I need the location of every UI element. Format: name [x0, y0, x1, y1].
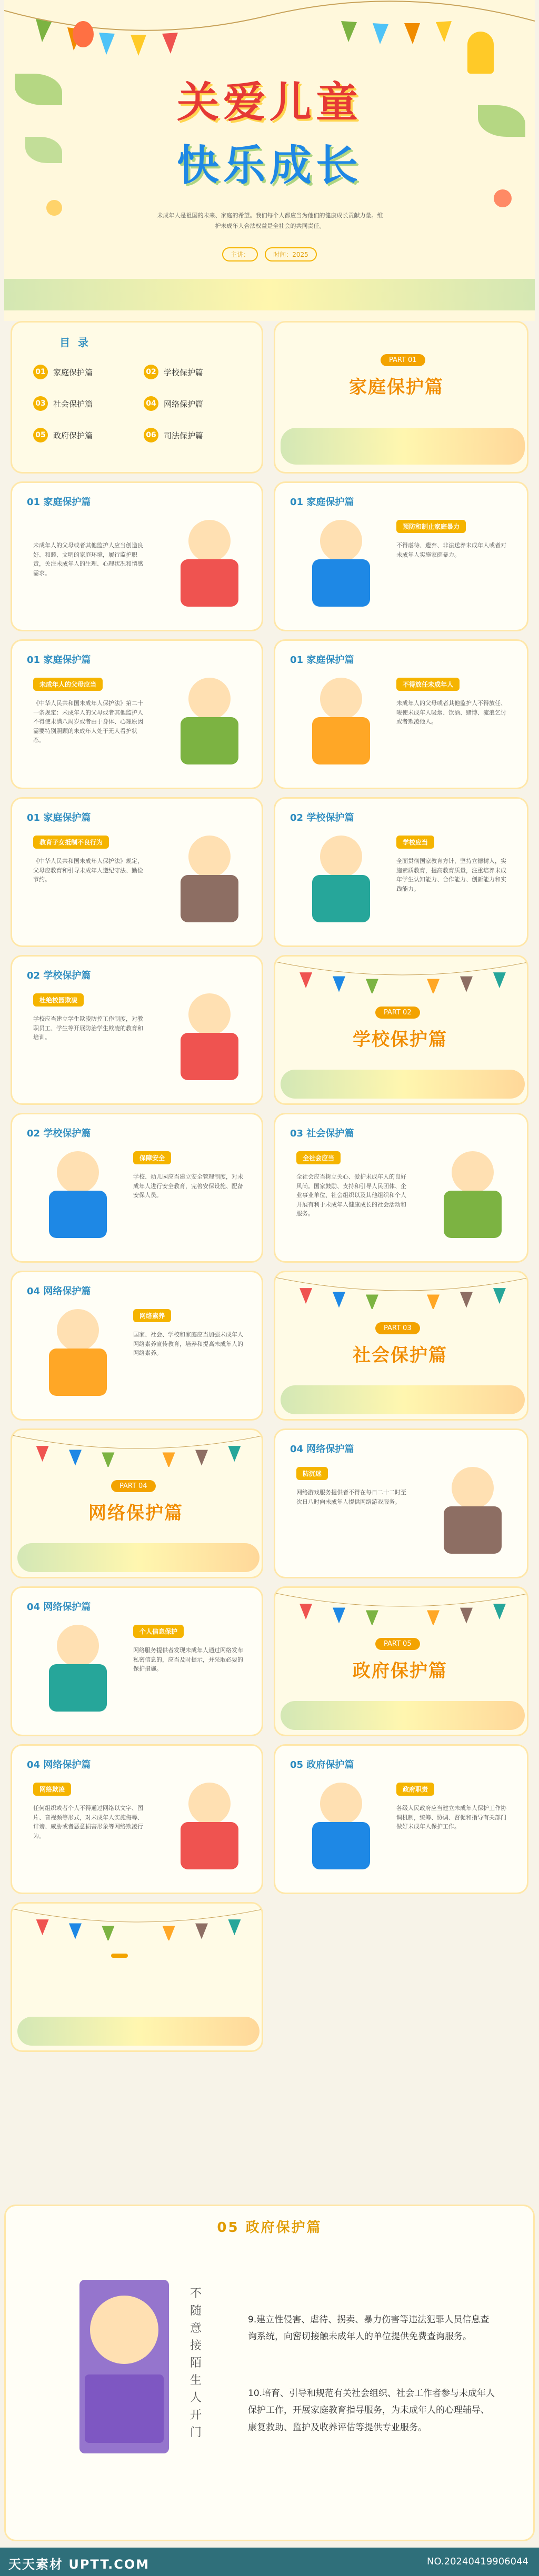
slide-header-text: 02 学校保护篇 — [27, 970, 91, 981]
slide-body: 《中华人民共和国未成年人保护法》第二十一条规定：未成年人的父母或者其他监护人不得使未满八周岁或者由于身体、心理原因需要特别照顾的未成年人处于无人看护状态。 — [33, 700, 143, 744]
toc-item-label: 政府保护篇 — [53, 430, 93, 440]
slide-body: 网络服务提供者发现未成年人通过网络发布私密信息的，应当及时提示，并采取必要的保护措施。 — [133, 1647, 243, 1673]
content-slide — [274, 1744, 528, 1894]
slide-header — [27, 1284, 91, 1297]
slide-body: 不得虐待、遗弃、非法送养未成年人或者对未成年人实施家庭暴力。 — [396, 542, 506, 558]
toc-item-number: 01 — [33, 365, 48, 379]
slide-header — [290, 1757, 354, 1771]
final-illustration — [79, 2280, 169, 2453]
final-para-2: 10.培育、引导和规范有关社会组织、社会工作者参与未成年人保护工作，开展家庭教育指导服务，为未成年人的心理辅导、康复救助、监护及收养评估等提供专业服务。 — [248, 2388, 495, 2433]
slide-header — [290, 810, 354, 824]
content-slide — [274, 639, 528, 789]
part-title: 社会保护篇 — [353, 1345, 447, 1366]
slide-pill: 网络欺凌 — [33, 1783, 71, 1796]
content-slide — [11, 639, 263, 789]
part-title: 家庭保护篇 — [349, 377, 444, 398]
final-vertical-text: 不随意接陌生人开门 — [190, 2287, 202, 2439]
slide-header — [27, 1757, 91, 1771]
final-header: 05 政府保护篇 — [217, 2220, 322, 2236]
slide-body: 各级人民政府应当建立未成年人保护工作协调机制，统筹、协调、督促和指导有关部门做好未成年人保护工作。 — [396, 1805, 506, 1830]
toc-item[interactable] — [144, 396, 203, 411]
cover-meta — [4, 247, 535, 261]
slide-illustration — [170, 836, 249, 925]
watermark-footer — [0, 2548, 539, 2576]
content-slide — [11, 1113, 263, 1263]
slide-header-text: 01 家庭保护篇 — [27, 655, 91, 666]
part-tag: PART 05 — [375, 1638, 420, 1650]
slide-illustration — [170, 993, 249, 1083]
toc-item-number: 06 — [144, 428, 158, 442]
slide-body: 未成年人的父母或者其他监护人应当创造良好、和睦、文明的家庭环境，履行监护职责，关注未成年人的生理、心理状况和情感需求。 — [33, 542, 143, 577]
content-slide — [274, 1428, 528, 1578]
slide-illustration — [433, 1151, 512, 1241]
content-slide — [11, 1271, 263, 1421]
slide-header — [27, 968, 91, 982]
final-slide — [4, 2205, 535, 2541]
slide-illustration — [170, 520, 249, 609]
content-slide — [11, 1586, 263, 1736]
part-title: 政府保护篇 — [353, 1661, 447, 1682]
slide-header-text: 05 政府保护篇 — [290, 1759, 354, 1770]
slide-header-text: 03 社会保护篇 — [290, 1128, 354, 1139]
part-cover-slide — [11, 1902, 263, 2052]
content-slide — [274, 481, 528, 631]
slide-body: 网络游戏服务提供者不得在每日二十二时至次日八时向未成年人提供网络游戏服务。 — [296, 1489, 406, 1505]
part-tag: PART 01 — [381, 354, 425, 366]
slide-header-text: 04 网络保护篇 — [27, 1286, 91, 1297]
cover-slide — [4, 0, 535, 321]
slide-body: 未成年人的父母或者其他监护人不得放任、唆使未成年人吸烟、饮酒、赌博、流浪乞讨或者欺凌他人。 — [396, 700, 506, 726]
toc-item-number: 03 — [33, 396, 48, 411]
slide-header — [27, 1599, 91, 1613]
content-slide — [11, 1744, 263, 1894]
part-cover-slide — [11, 1428, 263, 1578]
slide-pill: 保障安全 — [133, 1151, 171, 1164]
slide-header-text: 01 家庭保护篇 — [27, 812, 91, 823]
slide-header-text: 04 网络保护篇 — [27, 1759, 91, 1770]
slide-illustration — [38, 1309, 117, 1398]
slide-pill: 网络素养 — [133, 1309, 171, 1322]
slide-illustration — [38, 1151, 117, 1241]
slide-pill: 未成年人的父母应当 — [33, 678, 103, 691]
content-slide — [11, 481, 263, 631]
slide-illustration — [170, 1783, 249, 1872]
slide-body: 《中华人民共和国未成年人保护法》规定，父母应教育和引导未成年人遵纪守法、勤俭节约。 — [33, 858, 143, 883]
content-slide — [11, 955, 263, 1105]
rocket-icon — [467, 32, 494, 74]
slide-illustration — [38, 1625, 117, 1714]
slide-header-text: 01 家庭保护篇 — [290, 655, 354, 666]
cover-title-line2: 快乐成长 — [177, 141, 362, 190]
slide-illustration — [302, 678, 381, 767]
slide-header — [290, 1442, 354, 1455]
slide-illustration — [302, 1783, 381, 1872]
toc-item-number: 04 — [144, 396, 158, 411]
toc-item[interactable] — [33, 365, 93, 379]
part-tag: PART 04 — [111, 1480, 156, 1492]
part-cover-slide — [274, 1271, 528, 1421]
slide-illustration — [302, 520, 381, 609]
slide-header — [27, 810, 91, 824]
part01-cover — [274, 321, 528, 474]
content-slide — [274, 797, 528, 947]
part-cover-slide — [274, 955, 528, 1105]
part-tag: PART 03 — [375, 1322, 420, 1334]
slide-header-text: 01 家庭保护篇 — [290, 497, 354, 508]
slide-header-text: 04 网络保护篇 — [27, 1602, 91, 1613]
slide-body: 任何组织或者个人不得通过网络以文字、图片、音视频等形式，对未成年人实施侮辱、诽谤、威胁或者恶意损害形象等网络欺凌行为。 — [33, 1805, 143, 1839]
slide-pill: 预防和制止家庭暴力 — [396, 520, 466, 533]
toc-item[interactable] — [144, 365, 203, 379]
footer-left: 天天素材 UPTT.COM — [8, 2557, 150, 2572]
slide-header — [27, 495, 91, 508]
toc-item[interactable] — [33, 396, 93, 411]
toc-item-label: 学校保护篇 — [164, 367, 204, 377]
slide-pill: 教育子女抵制不良行为 — [33, 836, 109, 849]
part-tag: PART 02 — [375, 1007, 420, 1019]
toc-slide — [11, 321, 263, 474]
time-label: 时间：2025 — [265, 247, 317, 261]
slide-header — [27, 652, 91, 666]
slide-illustration — [433, 1467, 512, 1556]
slide-body: 学校、幼儿园应当建立安全管理制度，对未成年人进行安全教育，完善安保设施、配备安保人员。 — [133, 1173, 243, 1199]
toc-item-label: 司法保护篇 — [164, 430, 204, 440]
toc-item-label: 网络保护篇 — [164, 399, 204, 409]
toc-item-label: 社会保护篇 — [53, 399, 93, 409]
slide-header — [290, 1126, 354, 1140]
slide-header-text: 04 网络保护篇 — [290, 1444, 354, 1455]
toc-item[interactable] — [144, 428, 203, 442]
part-title: 学校保护篇 — [353, 1029, 447, 1050]
final-para-1: 9.建立性侵害、虐待、拐卖、暴力伤害等违法犯罪人员信息查询系统，向密切接触未成年人的单位提供免费查询服务。 — [248, 2315, 490, 2342]
slide-body: 学校应当建立学生欺凌防控工作制度，对教职员工、学生等开展防治学生欺凌的教育和培训。 — [33, 1015, 143, 1041]
balloon-icon — [73, 21, 94, 47]
slide-pill: 学校应当 — [396, 836, 434, 849]
slide-pill: 全社会应当 — [296, 1151, 341, 1164]
slide-illustration — [302, 836, 381, 925]
slide-header-text: 02 学校保护篇 — [27, 1128, 91, 1139]
toc-item[interactable] — [33, 428, 93, 442]
slide-header — [27, 1126, 91, 1140]
part-tag — [111, 1954, 128, 1958]
cover-title-line1: 关爱儿童 — [177, 78, 362, 127]
slide-header-text: 02 学校保护篇 — [290, 812, 354, 823]
slide-pill: 政府职责 — [396, 1783, 434, 1796]
slide-pill: 防沉迷 — [296, 1467, 328, 1480]
toc-item-label: 家庭保护篇 — [53, 367, 93, 377]
slide-pill: 不得放任未成年人 — [396, 678, 460, 691]
toc-heading: 目 录 — [59, 336, 91, 349]
slide-header — [290, 652, 354, 666]
slide-pill: 个人信息保护 — [133, 1625, 184, 1638]
slide-illustration — [170, 678, 249, 767]
content-slide — [11, 797, 263, 947]
slide-header — [290, 495, 354, 508]
toc-item-number: 05 — [33, 428, 48, 442]
footer-right: NO.20240419906044 — [427, 2556, 528, 2567]
part-cover-slide — [274, 1586, 528, 1736]
slide-header-text: 01 家庭保护篇 — [27, 497, 91, 508]
toc-item-number: 02 — [144, 365, 158, 379]
part-title: 网络保护篇 — [88, 1503, 183, 1524]
slide-body: 全社会应当树立关心、爱护未成年人的良好风尚。国家鼓励、支持和引导人民团体、企业事业单位、社会组织以及其他组织和个人开展有利于未成年人健康成长的社会活动和服务。 — [296, 1173, 406, 1217]
slide-body: 全面贯彻国家教育方针，坚持立德树人，实施素质教育，提高教育质量，注重培养未成年学生认知能力、合作能力、创新能力和实践能力。 — [396, 858, 506, 892]
slide-body: 国家、社会、学校和家庭应当加强未成年人网络素养宣传教育，培养和提高未成年人的网络素养。 — [133, 1331, 243, 1357]
reporter-label: 主讲： — [222, 247, 258, 261]
cover-intro: 未成年人是祖国的未来、家庭的希望。我们每个人都应当为他们的健康成长贡献力量。维护未成年人合法权益是全社会的共同责任。 — [157, 212, 383, 229]
content-slide — [274, 1113, 528, 1263]
slide-pill: 杜绝校园欺凌 — [33, 993, 84, 1007]
